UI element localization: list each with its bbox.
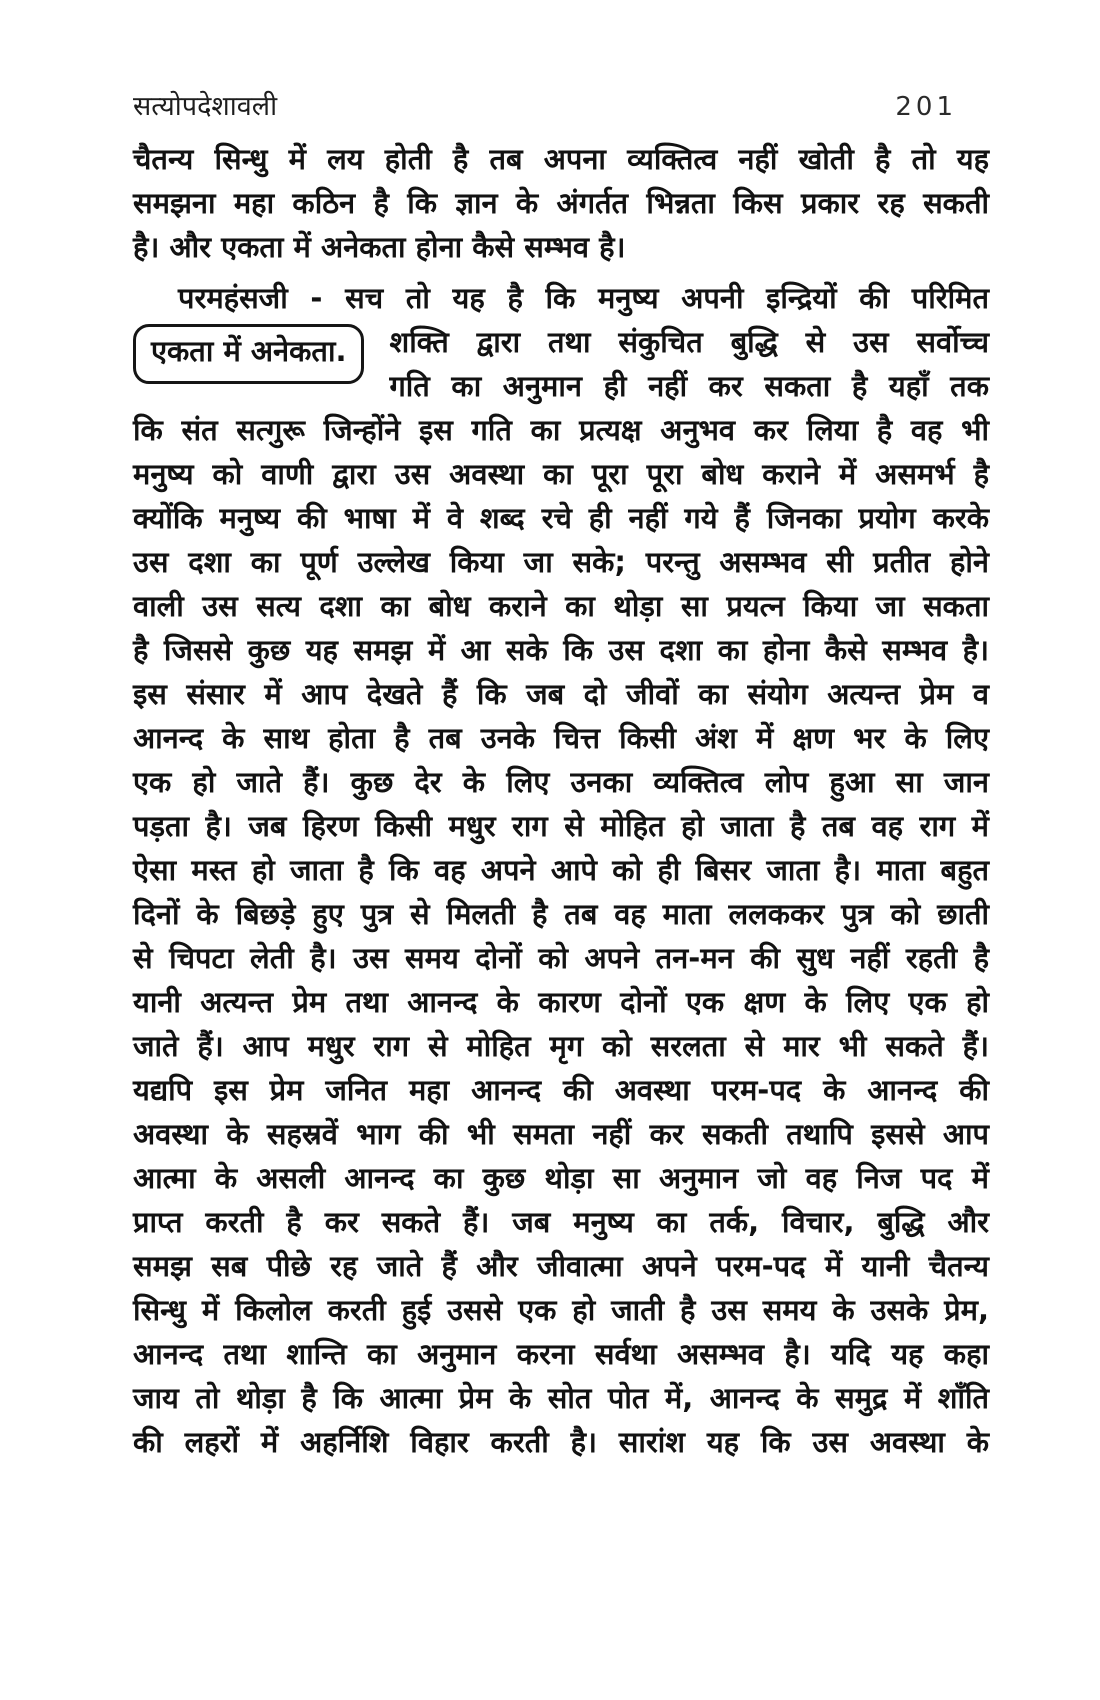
text-line: अवस्था के सहस्रवें भाग की भी समता नहीं कर सकती तथापि इससे आप [133,1117,989,1151]
text-line: वाली उस सत्य दशा का बोध कराने का थोड़ा सा प्रयत्न किया जा सकता [133,589,989,623]
text-line: एक हो जाते हैं। कुछ देर के लिए उनका व्यक्तित्व लोप हुआ सा जान [133,765,989,799]
text-line: समझना महा कठिन है कि ज्ञान के अंगर्तत भिन्नता किस प्रकार रह सकती [133,186,989,220]
text-line: आत्मा के असली आनन्द का कुछ थोड़ा सा अनुमान जो वह निज पद में [133,1161,989,1195]
running-title: सत्योपदेशावली [133,91,278,122]
text-line: समझ सब पीछे रह जाते हैं और जीवात्मा अपने परम-पद में यानी चैतन्य [133,1249,989,1283]
wrap-lines [389,320,989,408]
text-line: यद्यपि इस प्रेम जनित महा आनन्द की अवस्था परम-पद के आनन्द की [133,1073,989,1107]
text-line: यानी अत्यन्त प्रेम तथा आनन्द के कारण दोनों एक क्षण के लिए एक हो [133,985,989,1019]
text-line: परमहंसजी - सच तो यह है कि मनुष्य अपनी इन्द्रियों की परिमित [178,281,989,315]
text-line: से चिपटा लेती है। उस समय दोनों को अपने तन-मन की सुध नहीं रहती है [133,941,989,975]
text-line: जाय तो थोड़ा है कि आत्मा प्रेम के सोत पोत में, आनन्द के समुद्र में शाँति [133,1381,989,1415]
text-line: आनन्द तथा शान्ति का अनुमान करना सर्वथा असम्भव है। यदि यह कहा [133,1337,989,1371]
topic-box-label: एकता में अनेकता. [151,334,347,368]
text-line: मनुष्य को वाणी द्वारा उस अवस्था का पूरा पूरा बोध कराने में असमर्भ है [133,457,989,491]
body-text [133,137,989,1464]
page-header [133,86,989,123]
text-line: इस संसार में आप देखते हैं कि जब दो जीवों का संयोग अत्यन्त प्रेम व [133,677,989,711]
text-line: सिन्धु में किलोल करती हुई उससे एक हो जाती है उस समय के उसके प्रेम, [133,1293,989,1327]
text-line: है जिससे कुछ यह समझ में आ सके कि उस दशा का होना कैसे सम्भव है। [133,633,989,667]
text-line: गति का अनुमान ही नहीं कर सकता है यहाँ तक [389,369,989,403]
text-line: शक्ति द्वारा तथा संकुचित बुद्धि से उस सर्वोच्च [389,325,989,359]
text-line: है। और एकता में अनेकता होना कैसे सम्भव है। [133,230,626,264]
text-line: उस दशा का पूर्ण उल्लेख किया जा सके; परन्तु असम्भव सी प्रतीत होने [133,545,989,579]
text-line: जाते हैं। आप मधुर राग से मोहित मृग को सरलता से मार भी सकते हैं। [133,1029,989,1063]
paragraph-2 [133,276,989,1464]
text-line: प्राप्त करती है कर सकते हैं। जब मनुष्य का तर्क, विचार, बुद्धि और [133,1205,989,1239]
topic-box [133,324,364,384]
text-line: कि संत सत्गुरू जिन्होंने इस गति का प्रत्यक्ष अनुभव कर लिया है वह भी [133,413,989,447]
text-line: दिनों के बिछड़े हुए पुत्र से मिलती है तब वह माता ललककर पुत्र को छाती [133,897,989,931]
text-line: क्योंकि मनुष्य की भाषा में वे शब्द रचे ही नहीं गये हैं जिनका प्रयोग करके [133,501,989,535]
text-line: पड़ता है। जब हिरण किसी मधुर राग से मोहित हो जाता है तब वह राग में [133,809,989,843]
paragraph-1 [133,137,989,269]
text-line: चैतन्य सिन्धु में लय होती है तब अपना व्यक्तित्व नहीं खोती है तो यह [133,142,989,176]
text-line: की लहरों में अहर्निशि विहार करती है। सारांश यह कि उस अवस्था के [133,1425,989,1459]
wrap-row [133,320,989,408]
text-line: आनन्द के साथ होता है तब उनके चित्त किसी अंश में क्षण भर के लिए [133,721,989,755]
text-line: ऐसा मस्त हो जाता है कि वह अपने आपे को ही बिसर जाता है। माता बहुत [133,853,989,887]
page-number: 201 [895,92,957,122]
page-content [133,86,989,1464]
